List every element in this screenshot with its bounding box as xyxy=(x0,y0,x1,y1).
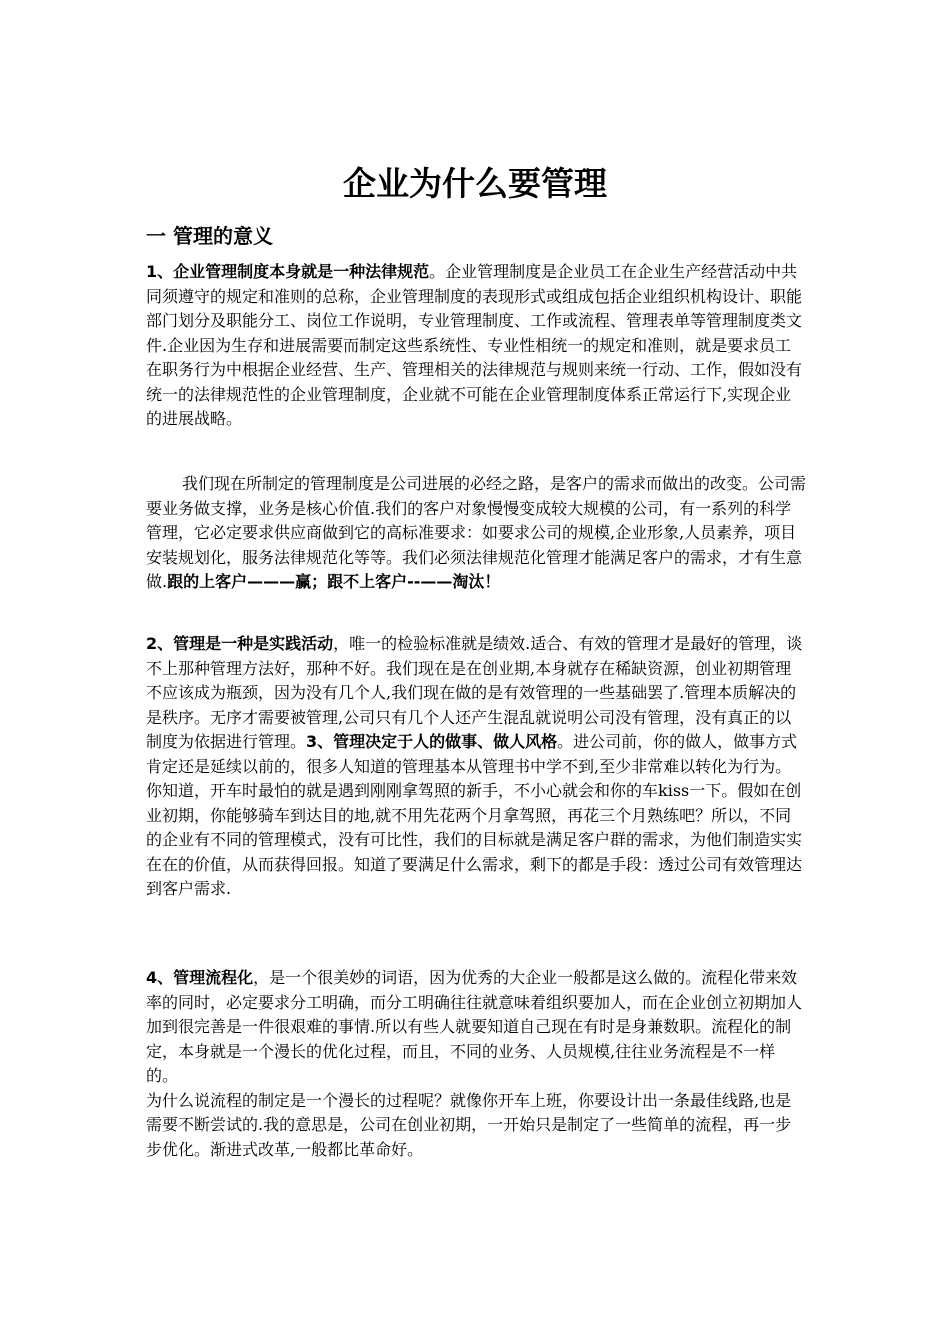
paragraph-4-lead: 4、管理流程化 xyxy=(146,968,254,987)
paragraph-2-body: 我们现在所制定的管理制度是公司进展的必经之路，是客户的需求而做出的改变。公司需要业务做支撑，业务是核心价值.我们的客户对象慢慢变成较大规模的公司，有一系列的科学管理，它必定要求供应商做到它的高标准要求：如要求公司的规模,企业形象,人员素养，项目安装规划化，服务法律规范化等等。我们必须法律规范化管理才能满足客户的需求，才有生意做. xyxy=(146,474,807,591)
paragraph-3-body: ，唯一的检验标准就是绩效.适合、有效的管理才是最好的管理，谈不上那种管理方法好，那种不好。我们现在是在创业期,本身就存在稀缺资源，创业初期管理不应该成为瓶颈，因为没有几个人,我们现在做的是有效管理的一些基础罢了.管理本质解决的是秩序。无序才需要被管理,公司只有几个人还产生混乱就说明公司没有管理，没有真正的以制度为依据进行管理。 xyxy=(146,634,803,751)
paragraph-4 xyxy=(146,966,806,1162)
paragraph-3b-lead: 3、管理决定于人的做事、做人风格 xyxy=(306,732,558,751)
paragraph-1 xyxy=(146,260,806,432)
paragraph-3 xyxy=(146,632,806,902)
paragraph-5-body: 为什么说流程的制定是一个漫长的过程呢？就像你开车上班，你要设计出一条最佳线路,也是需要不断尝试的.我的意思是，公司在创业初期，一开始只是制定了一些简单的流程，再一步步优化。渐进式改革,一般都比革命好。 xyxy=(146,1090,792,1159)
page-title: 企业为什么要管理 xyxy=(343,164,607,203)
paragraph-3-lead: 2、管理是一种是实践活动 xyxy=(146,634,334,653)
paragraph-4-body: ，是一个很美妙的词语，因为优秀的大企业一般都是这么做的。流程化带来效率的同时，必定要求分工明确，而分工明确往往就意味着组织要加人，而在企业创立初期加人加到很完善是一件很艰难的事情.所以有些人就要知道自己现在有时是身兼数职。流程化的制定，本身就是一个漫长的优化过程，而且，不同的业务、人员规模,往往业务流程是不一样的。 xyxy=(146,968,803,1085)
paragraph-1-lead: 1、企业管理制度本身就是一种法律规范 xyxy=(146,262,430,281)
paragraph-2-slogan: 跟的上客户———赢；跟不上客户--——淘汰！ xyxy=(167,572,501,591)
paragraph-3b-body: 。进公司前，你的做人，做事方式肯定还是延续以前的，很多人知道的管理基本从管理书中学不到,至少非常难以转化为行为。你知道，开车时最怕的就是遇到刚刚拿驾照的新手，不小心就会和你的车kiss一下。假如在创业初期，你能够骑车到达目的地,就不用先花两个月拿驾照，再花三个月熟练吧？所以，不同的企业有不同的管理模式，没有可比性，我们的目标就是满足客户群的需求，为他们制造实实在在的价值，从而获得回报。知道了要满足什么需求，剩下的都是手段：透过公司有效管理达到客户需求. xyxy=(146,732,803,898)
paragraph-1-body: 。企业管理制度是企业员工在企业生产经营活动中共同须遵守的规定和准则的总称，企业管理制度的表现形式或组成包括企业组织机构设计、职能部门划分及职能分工、岗位工作说明，专业管理制度、工作或流程、管理表单等管理制度类文件.企业因为生存和进展需要而制定这些系统性、专业性相统一的规定和准则，就是要求员工在职务行为中根据企业经营、生产、管理相关的法律规范与规则来统一行动、工作，假如没有统一的法律规范性的企业管理制度，企业就不可能在企业管理制度体系正常运行下,实现企业的进展战略。 xyxy=(146,262,803,428)
section-heading: 一 管理的意义 xyxy=(146,224,273,248)
paragraph-2 xyxy=(146,472,806,595)
